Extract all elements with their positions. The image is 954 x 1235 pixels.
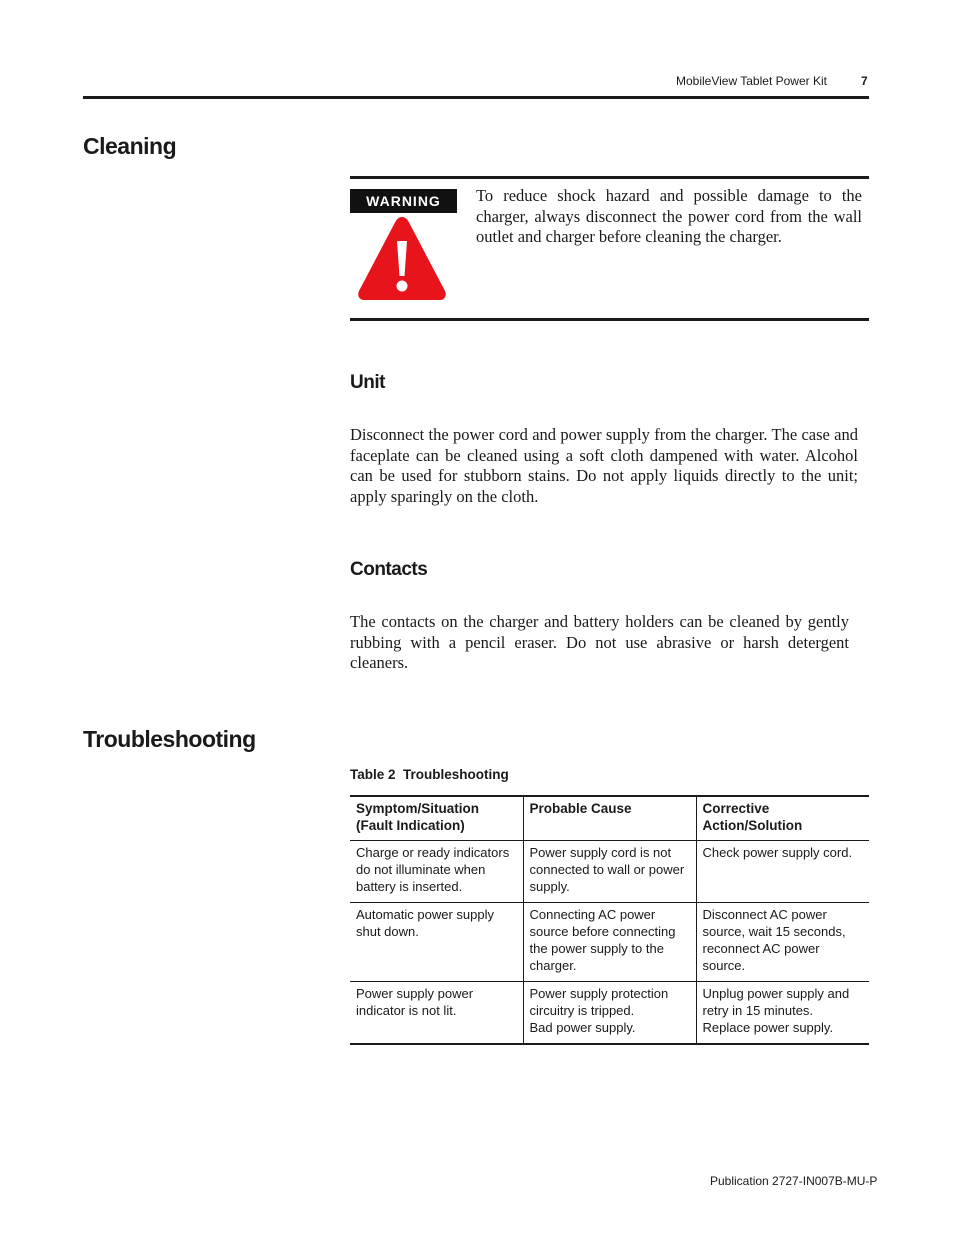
cell-line: Check power supply cord. [702,845,853,860]
action-cell [696,841,869,903]
cell-line: Power supply protection circuitry is tripped. [529,986,669,1018]
symptom-cell [350,982,523,1045]
warning-text: To reduce shock hazard and possible damage to the charger, always disconnect the power cord from the wall outlet and charger before cleaning the charger. [476,186,862,246]
table-header-row [350,796,869,841]
table-row [350,903,869,982]
cell-line: Connecting AC power source before connecting the power supply to the charger. [529,907,676,973]
header-line: Probable Cause [529,801,632,816]
warning-bottom-rule [350,318,869,321]
column-header-action [696,796,869,841]
action-cell [696,982,869,1045]
cell-line: Power supply power indicator is not lit. [356,986,474,1018]
cause-cell [523,982,696,1045]
unit-paragraph: Disconnect the power cord and power supply from the charger. The case and faceplate can be cleaned using a soft cloth dampened with water. Alcohol can be used for stubborn stains. Do not apply liquids directly to the unit; apply sparingly on the cloth. [350,425,858,506]
cell-line: Power supply cord is not connected to wall or power supply. [529,845,685,894]
cause-cell [523,903,696,982]
table-row [350,841,869,903]
action-cell [696,903,869,982]
table-caption: Table 2 Troubleshooting [350,767,509,782]
unit-heading: Unit [350,372,385,393]
cell-line: Unplug power supply and retry in 15 minutes. [702,986,850,1018]
cell-line: Bad power supply. [529,1020,636,1035]
cleaning-heading: Cleaning [83,133,177,159]
symptom-cell [350,903,523,982]
header-line: Corrective [702,801,770,816]
troubleshooting-table [350,795,869,1045]
header-line: (Fault Indication) [356,818,465,833]
header-line: Symptom/Situation [356,801,480,816]
troubleshooting-heading: Troubleshooting [83,726,256,752]
column-header-cause [523,796,696,841]
warning-label: WARNING [350,189,457,213]
table-row [350,982,869,1045]
cell-line: Replace power supply. [702,1020,834,1035]
header-line: Action/Solution [702,818,803,833]
header-rule [83,96,869,99]
cell-line: Charge or ready indicators do not illuminate when battery is inserted. [356,845,510,894]
column-header-symptom [350,796,523,841]
contacts-heading: Contacts [350,559,428,580]
cause-cell [523,841,696,903]
warning-triangle-icon [356,213,448,303]
cell-line: Disconnect AC power source, wait 15 seconds, reconnect AC power source. [702,907,846,973]
page-number: 7 [861,74,868,88]
publication-footer: Publication 2727-IN007B-MU-P [710,1174,878,1188]
running-header-title: MobileView Tablet Power Kit [676,74,827,88]
symptom-cell [350,841,523,903]
warning-top-rule [350,176,869,179]
cell-line: Automatic power supply shut down. [356,907,495,939]
contacts-paragraph: The contacts on the charger and battery holders can be cleaned by gently rubbing with a pencil eraser. Do not use abrasive or harsh detergent cleaners. [350,612,849,672]
